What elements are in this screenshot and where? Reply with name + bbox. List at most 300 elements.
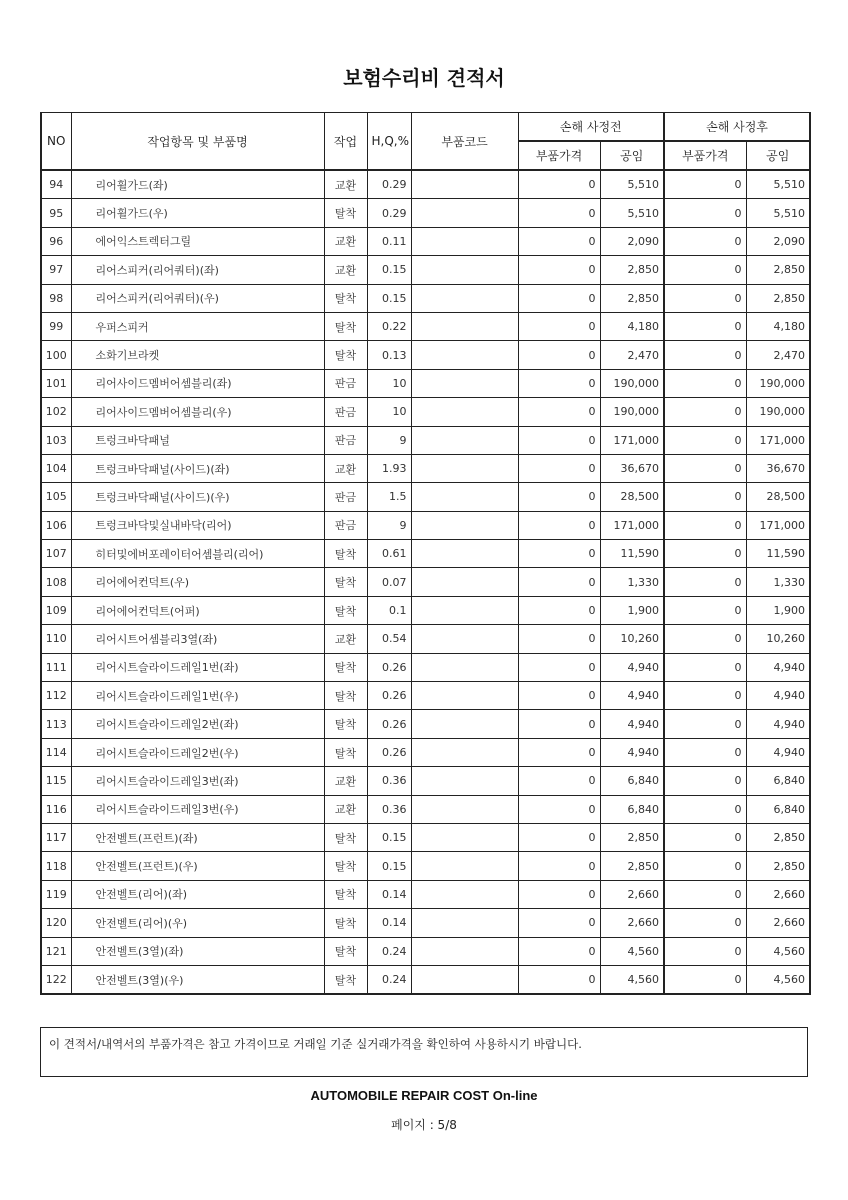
table-row bbox=[41, 369, 810, 397]
row-after-labor: 2,660 bbox=[746, 909, 810, 937]
table-row bbox=[41, 398, 810, 426]
row-after-part-price: 0 bbox=[664, 682, 746, 710]
row-hq: 0.14 bbox=[367, 909, 411, 937]
row-after-labor: 6,840 bbox=[746, 767, 810, 795]
row-operation: 탈착 bbox=[324, 880, 367, 908]
row-item-name: 리어에어컨덕트(어퍼) bbox=[71, 596, 324, 624]
header-after-adjustment: 손해 사정후 bbox=[664, 113, 810, 142]
row-after-labor: 2,660 bbox=[746, 880, 810, 908]
row-item-name: 안전벨트(프런트)(우) bbox=[71, 852, 324, 880]
row-before-part-price: 0 bbox=[518, 483, 600, 511]
row-before-part-price: 0 bbox=[518, 767, 600, 795]
row-before-part-price: 0 bbox=[518, 653, 600, 681]
row-after-labor: 4,560 bbox=[746, 937, 810, 965]
row-operation: 교환 bbox=[324, 795, 367, 823]
row-before-labor: 171,000 bbox=[600, 511, 664, 539]
row-hq: 9 bbox=[367, 511, 411, 539]
row-item-name: 리어시트슬라이드레일1번(좌) bbox=[71, 653, 324, 681]
row-hq: 0.54 bbox=[367, 625, 411, 653]
row-item-name: 에어익스트렉터그릴 bbox=[71, 227, 324, 255]
row-no: 112 bbox=[41, 682, 71, 710]
row-part-code bbox=[411, 682, 518, 710]
row-part-code bbox=[411, 625, 518, 653]
row-after-labor: 4,560 bbox=[746, 965, 810, 994]
row-after-part-price: 0 bbox=[664, 540, 746, 568]
table-row bbox=[41, 965, 810, 994]
row-before-labor: 1,330 bbox=[600, 568, 664, 596]
row-after-part-price: 0 bbox=[664, 738, 746, 766]
row-hq: 0.26 bbox=[367, 710, 411, 738]
table-row bbox=[41, 312, 810, 340]
row-before-labor: 190,000 bbox=[600, 369, 664, 397]
row-before-labor: 2,850 bbox=[600, 284, 664, 312]
row-before-labor: 2,090 bbox=[600, 227, 664, 255]
row-no: 106 bbox=[41, 511, 71, 539]
row-before-labor: 4,940 bbox=[600, 653, 664, 681]
row-no: 99 bbox=[41, 312, 71, 340]
row-part-code bbox=[411, 540, 518, 568]
row-part-code bbox=[411, 880, 518, 908]
row-before-part-price: 0 bbox=[518, 965, 600, 994]
row-item-name: 안전벨트(3열)(좌) bbox=[71, 937, 324, 965]
row-hq: 0.07 bbox=[367, 568, 411, 596]
row-before-part-price: 0 bbox=[518, 795, 600, 823]
row-before-part-price: 0 bbox=[518, 227, 600, 255]
table-row bbox=[41, 653, 810, 681]
row-after-part-price: 0 bbox=[664, 312, 746, 340]
row-no: 108 bbox=[41, 568, 71, 596]
row-item-name: 리어시트어셈블리3열(좌) bbox=[71, 625, 324, 653]
row-after-part-price: 0 bbox=[664, 852, 746, 880]
row-no: 120 bbox=[41, 909, 71, 937]
row-hq: 0.61 bbox=[367, 540, 411, 568]
row-after-part-price: 0 bbox=[664, 341, 746, 369]
row-no: 100 bbox=[41, 341, 71, 369]
row-item-name: 트렁크바닥패널(사이드)(좌) bbox=[71, 454, 324, 482]
row-before-labor: 2,470 bbox=[600, 341, 664, 369]
row-part-code bbox=[411, 369, 518, 397]
row-after-labor: 171,000 bbox=[746, 426, 810, 454]
table-row bbox=[41, 540, 810, 568]
row-operation: 판금 bbox=[324, 398, 367, 426]
row-after-part-price: 0 bbox=[664, 483, 746, 511]
row-item-name: 리어시트슬라이드레일3번(좌) bbox=[71, 767, 324, 795]
row-after-labor: 4,180 bbox=[746, 312, 810, 340]
row-after-part-price: 0 bbox=[664, 625, 746, 653]
row-operation: 탈착 bbox=[324, 284, 367, 312]
row-hq: 10 bbox=[367, 398, 411, 426]
row-hq: 0.1 bbox=[367, 596, 411, 624]
row-part-code bbox=[411, 852, 518, 880]
row-after-part-price: 0 bbox=[664, 398, 746, 426]
row-item-name: 리어휠가드(우) bbox=[71, 199, 324, 227]
row-part-code bbox=[411, 199, 518, 227]
row-operation: 교환 bbox=[324, 767, 367, 795]
table-header bbox=[41, 113, 810, 171]
row-before-labor: 28,500 bbox=[600, 483, 664, 511]
row-before-part-price: 0 bbox=[518, 511, 600, 539]
row-after-part-price: 0 bbox=[664, 653, 746, 681]
row-before-part-price: 0 bbox=[518, 682, 600, 710]
row-no: 115 bbox=[41, 767, 71, 795]
row-hq: 0.15 bbox=[367, 284, 411, 312]
row-operation: 탈착 bbox=[324, 823, 367, 851]
row-hq: 9 bbox=[367, 426, 411, 454]
row-operation: 탈착 bbox=[324, 710, 367, 738]
row-no: 97 bbox=[41, 256, 71, 284]
row-no: 119 bbox=[41, 880, 71, 908]
row-before-part-price: 0 bbox=[518, 454, 600, 482]
row-hq: 0.29 bbox=[367, 199, 411, 227]
header-before-labor: 공임 bbox=[600, 141, 664, 170]
row-operation: 교환 bbox=[324, 227, 367, 255]
row-item-name: 리어시트슬라이드레일1번(우) bbox=[71, 682, 324, 710]
row-operation: 판금 bbox=[324, 511, 367, 539]
row-hq: 0.26 bbox=[367, 653, 411, 681]
row-after-part-price: 0 bbox=[664, 596, 746, 624]
row-after-part-price: 0 bbox=[664, 284, 746, 312]
row-before-part-price: 0 bbox=[518, 710, 600, 738]
row-part-code bbox=[411, 937, 518, 965]
row-after-part-price: 0 bbox=[664, 199, 746, 227]
row-hq: 1.93 bbox=[367, 454, 411, 482]
row-before-part-price: 0 bbox=[518, 398, 600, 426]
row-before-labor: 2,660 bbox=[600, 909, 664, 937]
row-hq: 0.14 bbox=[367, 880, 411, 908]
row-after-part-price: 0 bbox=[664, 454, 746, 482]
row-after-part-price: 0 bbox=[664, 937, 746, 965]
row-operation: 교환 bbox=[324, 454, 367, 482]
row-no: 105 bbox=[41, 483, 71, 511]
row-operation: 탈착 bbox=[324, 341, 367, 369]
header-item: 작업항목 및 부품명 bbox=[71, 113, 324, 171]
row-part-code bbox=[411, 596, 518, 624]
header-before-part-price: 부품가격 bbox=[518, 141, 600, 170]
row-after-part-price: 0 bbox=[664, 256, 746, 284]
row-after-part-price: 0 bbox=[664, 170, 746, 199]
row-operation: 탈착 bbox=[324, 937, 367, 965]
row-part-code bbox=[411, 284, 518, 312]
row-operation: 탈착 bbox=[324, 568, 367, 596]
row-operation: 교환 bbox=[324, 625, 367, 653]
row-no: 94 bbox=[41, 170, 71, 199]
row-no: 95 bbox=[41, 199, 71, 227]
header-part-code: 부품코드 bbox=[411, 113, 518, 171]
row-no: 113 bbox=[41, 710, 71, 738]
table-row bbox=[41, 454, 810, 482]
row-item-name: 안전벨트(리어)(우) bbox=[71, 909, 324, 937]
table-row bbox=[41, 823, 810, 851]
row-before-part-price: 0 bbox=[518, 426, 600, 454]
row-before-labor: 5,510 bbox=[600, 199, 664, 227]
row-no: 104 bbox=[41, 454, 71, 482]
row-item-name: 트렁크바닥패널(사이드)(우) bbox=[71, 483, 324, 511]
row-after-labor: 4,940 bbox=[746, 738, 810, 766]
row-operation: 판금 bbox=[324, 483, 367, 511]
row-after-labor: 5,510 bbox=[746, 170, 810, 199]
row-no: 122 bbox=[41, 965, 71, 994]
row-after-labor: 11,590 bbox=[746, 540, 810, 568]
row-item-name: 리어사이드멤버어셈블리(좌) bbox=[71, 369, 324, 397]
row-item-name: 안전벨트(3열)(우) bbox=[71, 965, 324, 994]
row-before-part-price: 0 bbox=[518, 341, 600, 369]
row-after-part-price: 0 bbox=[664, 511, 746, 539]
row-before-labor: 4,940 bbox=[600, 710, 664, 738]
row-part-code bbox=[411, 398, 518, 426]
row-before-part-price: 0 bbox=[518, 369, 600, 397]
row-hq: 0.29 bbox=[367, 170, 411, 199]
table-row bbox=[41, 341, 810, 369]
row-before-part-price: 0 bbox=[518, 738, 600, 766]
row-after-labor: 6,840 bbox=[746, 795, 810, 823]
row-after-labor: 2,090 bbox=[746, 227, 810, 255]
row-item-name: 리어휠가드(좌) bbox=[71, 170, 324, 199]
row-item-name: 트렁크바닥패널 bbox=[71, 426, 324, 454]
table-row bbox=[41, 199, 810, 227]
table-row bbox=[41, 767, 810, 795]
row-before-labor: 4,560 bbox=[600, 965, 664, 994]
row-no: 121 bbox=[41, 937, 71, 965]
row-after-labor: 2,850 bbox=[746, 256, 810, 284]
row-before-part-price: 0 bbox=[518, 170, 600, 199]
table-row bbox=[41, 625, 810, 653]
document-title: 보험수리비 견적서 bbox=[343, 66, 505, 90]
page-indicator: 페이지 : 5/8 bbox=[391, 1118, 457, 1132]
row-after-part-price: 0 bbox=[664, 568, 746, 596]
row-after-labor: 1,900 bbox=[746, 596, 810, 624]
row-before-labor: 6,840 bbox=[600, 767, 664, 795]
row-after-labor: 10,260 bbox=[746, 625, 810, 653]
header-before-adjustment: 손해 사정전 bbox=[518, 113, 664, 142]
row-item-name: 안전벨트(리어)(좌) bbox=[71, 880, 324, 908]
row-part-code bbox=[411, 511, 518, 539]
row-item-name: 안전벨트(프런트)(좌) bbox=[71, 823, 324, 851]
row-no: 103 bbox=[41, 426, 71, 454]
row-hq: 10 bbox=[367, 369, 411, 397]
row-part-code bbox=[411, 341, 518, 369]
row-before-labor: 11,590 bbox=[600, 540, 664, 568]
row-after-labor: 190,000 bbox=[746, 369, 810, 397]
row-operation: 탈착 bbox=[324, 653, 367, 681]
row-no: 98 bbox=[41, 284, 71, 312]
row-after-part-price: 0 bbox=[664, 426, 746, 454]
row-no: 114 bbox=[41, 738, 71, 766]
row-before-labor: 2,660 bbox=[600, 880, 664, 908]
row-part-code bbox=[411, 909, 518, 937]
row-before-labor: 4,940 bbox=[600, 738, 664, 766]
row-part-code bbox=[411, 767, 518, 795]
table-row bbox=[41, 227, 810, 255]
table-row bbox=[41, 170, 810, 199]
row-after-labor: 5,510 bbox=[746, 199, 810, 227]
row-after-part-price: 0 bbox=[664, 880, 746, 908]
row-before-labor: 10,260 bbox=[600, 625, 664, 653]
row-hq: 0.26 bbox=[367, 682, 411, 710]
row-after-labor: 4,940 bbox=[746, 682, 810, 710]
row-after-part-price: 0 bbox=[664, 227, 746, 255]
header-hq: H,Q,% bbox=[367, 113, 411, 171]
row-part-code bbox=[411, 312, 518, 340]
row-item-name: 리어사이드멤버어셈블리(우) bbox=[71, 398, 324, 426]
row-before-labor: 171,000 bbox=[600, 426, 664, 454]
estimate-table bbox=[40, 112, 811, 995]
row-after-labor: 2,850 bbox=[746, 284, 810, 312]
row-part-code bbox=[411, 170, 518, 199]
row-part-code bbox=[411, 738, 518, 766]
row-part-code bbox=[411, 483, 518, 511]
table-row bbox=[41, 852, 810, 880]
row-hq: 0.22 bbox=[367, 312, 411, 340]
row-operation: 탈착 bbox=[324, 738, 367, 766]
row-after-labor: 171,000 bbox=[746, 511, 810, 539]
row-hq: 0.24 bbox=[367, 965, 411, 994]
row-item-name: 히터및에버포레이터어셈블리(리어) bbox=[71, 540, 324, 568]
row-after-labor: 28,500 bbox=[746, 483, 810, 511]
row-no: 109 bbox=[41, 596, 71, 624]
table-row bbox=[41, 284, 810, 312]
row-operation: 탈착 bbox=[324, 909, 367, 937]
row-hq: 0.13 bbox=[367, 341, 411, 369]
row-no: 102 bbox=[41, 398, 71, 426]
row-after-labor: 2,850 bbox=[746, 852, 810, 880]
row-part-code bbox=[411, 823, 518, 851]
row-before-labor: 4,180 bbox=[600, 312, 664, 340]
row-hq: 0.11 bbox=[367, 227, 411, 255]
row-part-code bbox=[411, 426, 518, 454]
row-item-name: 리어시트슬라이드레일2번(우) bbox=[71, 738, 324, 766]
row-after-labor: 1,330 bbox=[746, 568, 810, 596]
row-no: 116 bbox=[41, 795, 71, 823]
row-before-part-price: 0 bbox=[518, 596, 600, 624]
row-before-labor: 4,940 bbox=[600, 682, 664, 710]
row-after-labor: 4,940 bbox=[746, 653, 810, 681]
row-part-code bbox=[411, 795, 518, 823]
row-no: 111 bbox=[41, 653, 71, 681]
row-hq: 0.15 bbox=[367, 852, 411, 880]
table-row bbox=[41, 483, 810, 511]
row-item-name: 리어에어컨덕트(우) bbox=[71, 568, 324, 596]
row-after-part-price: 0 bbox=[664, 369, 746, 397]
row-after-labor: 4,940 bbox=[746, 710, 810, 738]
row-item-name: 리어스피커(리어쿼터)(우) bbox=[71, 284, 324, 312]
row-before-labor: 4,560 bbox=[600, 937, 664, 965]
row-before-labor: 2,850 bbox=[600, 823, 664, 851]
row-before-part-price: 0 bbox=[518, 312, 600, 340]
row-before-part-price: 0 bbox=[518, 256, 600, 284]
row-before-labor: 190,000 bbox=[600, 398, 664, 426]
row-no: 107 bbox=[41, 540, 71, 568]
table-row bbox=[41, 880, 810, 908]
row-operation: 탈착 bbox=[324, 199, 367, 227]
row-no: 96 bbox=[41, 227, 71, 255]
row-item-name: 트렁크바닥및실내바닥(리어) bbox=[71, 511, 324, 539]
row-item-name: 리어시트슬라이드레일2번(좌) bbox=[71, 710, 324, 738]
row-operation: 교환 bbox=[324, 256, 367, 284]
row-after-part-price: 0 bbox=[664, 965, 746, 994]
row-before-labor: 6,840 bbox=[600, 795, 664, 823]
row-hq: 0.36 bbox=[367, 767, 411, 795]
row-before-part-price: 0 bbox=[518, 823, 600, 851]
row-hq: 0.15 bbox=[367, 823, 411, 851]
table-body bbox=[41, 170, 810, 994]
row-after-labor: 2,850 bbox=[746, 823, 810, 851]
row-after-part-price: 0 bbox=[664, 823, 746, 851]
row-after-labor: 36,670 bbox=[746, 454, 810, 482]
row-before-part-price: 0 bbox=[518, 937, 600, 965]
header-operation: 작업 bbox=[324, 113, 367, 171]
row-operation: 탈착 bbox=[324, 596, 367, 624]
row-hq: 0.15 bbox=[367, 256, 411, 284]
row-hq: 0.36 bbox=[367, 795, 411, 823]
row-after-part-price: 0 bbox=[664, 795, 746, 823]
table-row bbox=[41, 937, 810, 965]
row-no: 101 bbox=[41, 369, 71, 397]
row-operation: 판금 bbox=[324, 369, 367, 397]
row-part-code bbox=[411, 227, 518, 255]
row-operation: 교환 bbox=[324, 170, 367, 199]
row-item-name: 우퍼스피커 bbox=[71, 312, 324, 340]
row-item-name: 소화기브라켓 bbox=[71, 341, 324, 369]
header-after-labor: 공임 bbox=[746, 141, 810, 170]
row-before-labor: 36,670 bbox=[600, 454, 664, 482]
row-before-part-price: 0 bbox=[518, 540, 600, 568]
table-row bbox=[41, 568, 810, 596]
row-before-part-price: 0 bbox=[518, 909, 600, 937]
brand-footer: AUTOMOBILE REPAIR COST On-line bbox=[310, 1088, 538, 1103]
row-before-part-price: 0 bbox=[518, 199, 600, 227]
row-hq: 0.26 bbox=[367, 738, 411, 766]
row-before-part-price: 0 bbox=[518, 852, 600, 880]
table-row bbox=[41, 256, 810, 284]
row-operation: 탈착 bbox=[324, 682, 367, 710]
row-before-part-price: 0 bbox=[518, 568, 600, 596]
row-before-part-price: 0 bbox=[518, 625, 600, 653]
row-before-labor: 1,900 bbox=[600, 596, 664, 624]
disclaimer-box bbox=[40, 1027, 808, 1077]
row-before-labor: 2,850 bbox=[600, 852, 664, 880]
table-row bbox=[41, 682, 810, 710]
row-after-part-price: 0 bbox=[664, 710, 746, 738]
row-hq: 0.24 bbox=[367, 937, 411, 965]
table-row bbox=[41, 909, 810, 937]
row-operation: 탈착 bbox=[324, 312, 367, 340]
row-after-labor: 190,000 bbox=[746, 398, 810, 426]
table-row bbox=[41, 426, 810, 454]
row-after-labor: 2,470 bbox=[746, 341, 810, 369]
row-no: 118 bbox=[41, 852, 71, 880]
row-no: 110 bbox=[41, 625, 71, 653]
row-before-part-price: 0 bbox=[518, 880, 600, 908]
row-before-labor: 2,850 bbox=[600, 256, 664, 284]
row-part-code bbox=[411, 454, 518, 482]
row-item-name: 리어시트슬라이드레일3번(우) bbox=[71, 795, 324, 823]
table-row bbox=[41, 710, 810, 738]
row-before-part-price: 0 bbox=[518, 284, 600, 312]
table-row bbox=[41, 738, 810, 766]
row-no: 117 bbox=[41, 823, 71, 851]
row-part-code bbox=[411, 710, 518, 738]
table-row bbox=[41, 596, 810, 624]
row-hq: 1.5 bbox=[367, 483, 411, 511]
row-after-part-price: 0 bbox=[664, 767, 746, 795]
row-before-labor: 5,510 bbox=[600, 170, 664, 199]
row-operation: 탈착 bbox=[324, 852, 367, 880]
row-operation: 탈착 bbox=[324, 540, 367, 568]
table-row bbox=[41, 795, 810, 823]
row-part-code bbox=[411, 653, 518, 681]
row-operation: 탈착 bbox=[324, 965, 367, 994]
header-after-part-price: 부품가격 bbox=[664, 141, 746, 170]
